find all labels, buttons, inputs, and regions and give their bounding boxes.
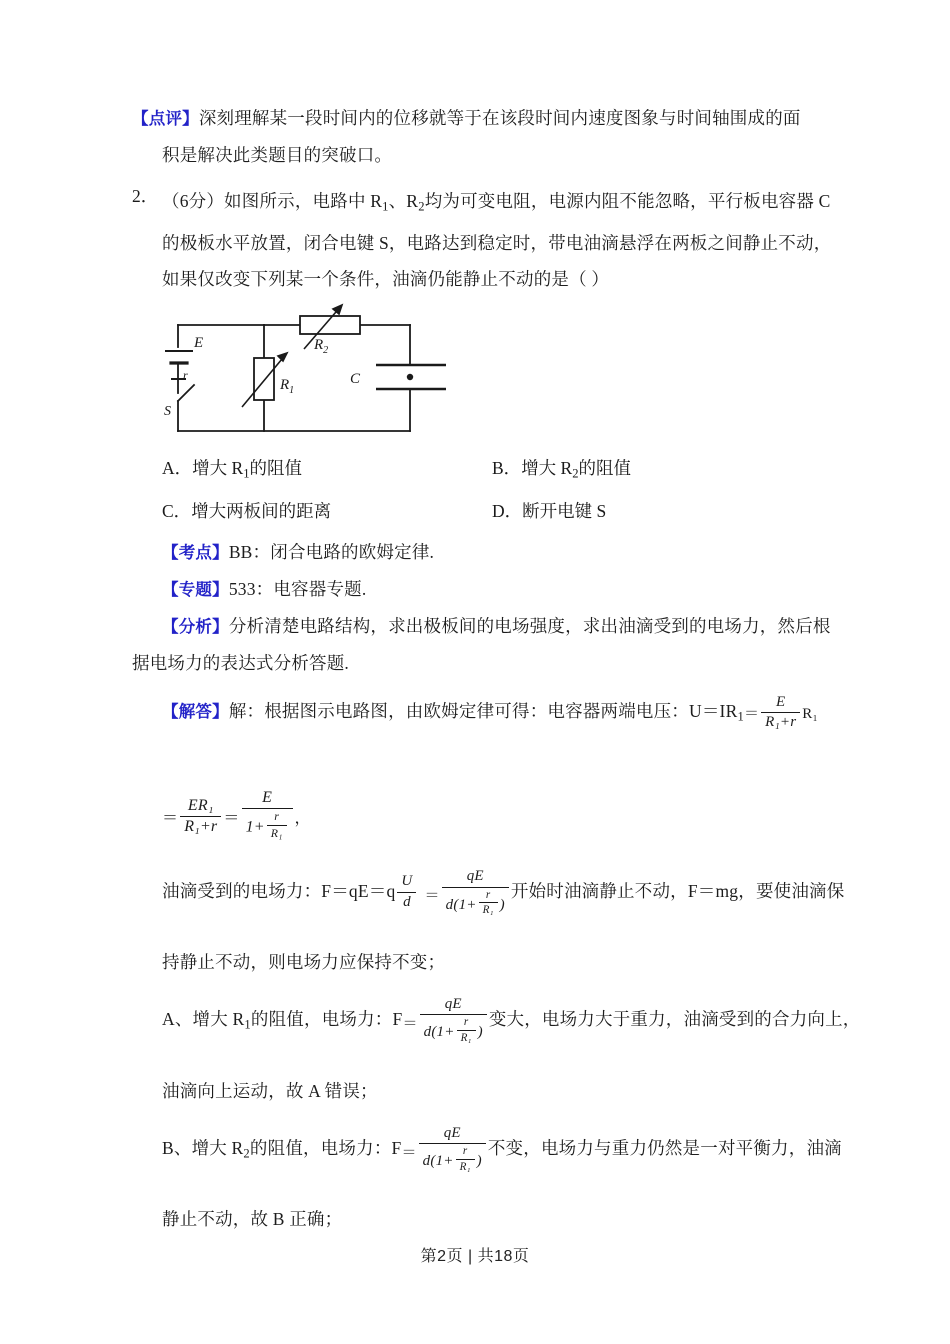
option-A-text-a: 增大 R	[192, 457, 244, 478]
comment-text-1: 深刻理解某一段时间内的位移就等于在该段时间内速度图象与时间轴围成的面	[198, 108, 801, 128]
force-formula	[424, 868, 510, 918]
zhuanti-tag: 【专题】	[162, 581, 229, 600]
force-eq: ＝	[424, 888, 440, 905]
option-row-2	[162, 492, 832, 530]
stem-line-3: 如果仅改变下列某一个条件，油滴仍能静止不动的是（ ）	[162, 268, 610, 289]
formula-2-f2-den	[242, 809, 293, 840]
analysis-A-frac	[420, 996, 487, 1045]
formula-2-f2-num: E	[242, 789, 293, 809]
force-den-lead: d(1+	[445, 896, 477, 913]
analysis-B-frac	[419, 1125, 486, 1174]
fenxi-line-2: 据电场力的表达式分析答题.	[132, 653, 349, 674]
frac-u-over-d	[397, 873, 416, 911]
oil-droplet-dot	[407, 373, 413, 379]
analysis-A-num: qE	[420, 996, 487, 1015]
comment-line-1	[132, 100, 832, 137]
analysis-B-inner-den: R₁	[459, 1160, 471, 1173]
formula-spacer-2	[132, 840, 832, 868]
label-resistor1: $R_1$	[280, 376, 295, 396]
comment-line-2: 积是解决此类题目的突破口。	[162, 145, 393, 165]
question-block	[132, 183, 832, 297]
force-inner-num: r	[479, 889, 498, 904]
page-footer: 第2页 | 共18页	[420, 1248, 530, 1265]
analysis-B-den-lead: d(1+	[422, 1152, 454, 1169]
analysis-B-line	[162, 1124, 842, 1175]
circuit-svg	[164, 303, 464, 443]
analysis-B-pre-a: B、增大 R	[162, 1137, 244, 1158]
label-resistor2: $R_2$	[314, 336, 329, 356]
page-content	[132, 100, 861, 1237]
analysis-A-inner-frac	[457, 1016, 476, 1045]
options-list	[162, 449, 832, 531]
analysis-B-post: 不变，电场力与重力仍然是一对平衡力，油滴	[487, 1137, 842, 1158]
jieda-line-1	[162, 693, 832, 735]
question-stem	[162, 183, 832, 297]
force-inner-den: R₁	[482, 904, 494, 917]
kaodian-line	[162, 534, 832, 571]
formula-spacer-5	[132, 1175, 832, 1201]
analysis-A-post: 变大，电场力大于重力，油滴受到的合力向上，	[488, 1009, 861, 1030]
option-A-sub: 1	[243, 466, 250, 481]
option-D-key: D．	[492, 501, 523, 522]
formula-2-inner-den: R₁	[270, 825, 283, 840]
formula-2-eq2: ＝	[223, 809, 240, 827]
formula-1-num: E	[761, 694, 800, 713]
circuit-diagram	[164, 303, 464, 443]
option-row-1	[162, 449, 832, 493]
kaodian-text: BB：闭合电路的欧姆定律.	[228, 542, 435, 563]
force-line-pre: 油滴受到的电场力：F＝qE＝q	[162, 881, 396, 902]
analysis-A-inner-num: r	[457, 1016, 476, 1031]
zhuanti-text: 533：电容器专题.	[228, 579, 367, 600]
label-capacitor: C	[350, 370, 361, 387]
analysis-A-formula	[402, 996, 488, 1046]
stem-line-2: 的极板水平放置，闭合电键 S，电路达到稳定时，带电油滴悬浮在两板之间静止不动，	[162, 232, 832, 253]
analysis-A-den	[420, 1015, 487, 1045]
question-number: 2．	[132, 186, 159, 206]
force-den-tail: )	[499, 896, 505, 913]
option-C-text-a: 增大两板间的距离	[191, 501, 332, 522]
analysis-B-den	[419, 1144, 486, 1174]
formula-1-den: R₁+r	[765, 714, 797, 731]
jieda-tag: 【解答】	[162, 703, 229, 722]
formula-spacer-4	[132, 1047, 832, 1073]
formula-1-eq: ＝	[743, 706, 760, 723]
formula-2-f2-den-lead: 1+	[245, 818, 265, 836]
formula-1	[744, 694, 818, 732]
stem-1sub2: 2	[418, 199, 425, 214]
analysis-A-sub: 1	[244, 1017, 251, 1032]
analysis-A-pre-a: A、增大 R	[162, 1009, 245, 1030]
option-C[interactable]	[162, 492, 492, 530]
analysis-A-eq: ＝	[402, 1015, 418, 1032]
force-den	[442, 888, 509, 918]
analysis-B-cont: 静止不动，故 B 正确；	[162, 1209, 343, 1230]
option-A[interactable]	[162, 449, 492, 493]
analysis-A-line	[162, 996, 861, 1046]
label-switch: S	[164, 403, 171, 419]
option-B[interactable]	[492, 449, 631, 493]
option-D[interactable]	[492, 492, 606, 530]
formula-2-inner-frac	[267, 810, 287, 840]
analysis-B-den-tail: )	[476, 1152, 482, 1169]
force-inner-frac	[479, 889, 498, 918]
stem-1b: 、R	[388, 191, 419, 211]
formula-2-f1-num: ER₁	[180, 797, 221, 817]
kaodian-tag: 【考点】	[162, 544, 229, 563]
formula-2	[162, 789, 311, 841]
option-B-sub: 2	[572, 466, 579, 481]
formula-2-frac2	[242, 789, 293, 841]
analysis-B-formula	[401, 1125, 487, 1175]
formula-2-f1-den: R₁+r	[184, 818, 218, 836]
formula-1-trail: R₁	[802, 706, 818, 723]
jieda-lead-sub: 1	[737, 709, 744, 724]
analysis-A-inner-den: R₁	[460, 1032, 472, 1045]
zhuanti-line	[162, 571, 832, 608]
keep-static-line: 持静止不动，则电场力应保持不变；	[162, 952, 446, 973]
formula-2-comma: ，	[294, 809, 311, 827]
option-D-text-a: 断开电键 S	[522, 501, 607, 522]
force-line	[162, 868, 845, 918]
frac-d: d	[403, 893, 411, 910]
analysis-B-inner-frac	[456, 1145, 475, 1174]
option-B-text-a: 增大 R	[521, 457, 573, 478]
formula-spacer-1	[132, 735, 832, 789]
jieda-lead: 解：根据图示电路图，由欧姆定律可得：电容器两端电压：U＝IR	[228, 701, 738, 722]
label-emf: E	[194, 334, 204, 351]
option-C-key: C．	[162, 501, 192, 522]
analysis-B-num: qE	[419, 1125, 486, 1144]
analysis-A-cont: 油滴向上运动，故 A 错误；	[162, 1080, 378, 1101]
option-A-text-b: 的阻值	[249, 457, 302, 478]
analysis-A-den-tail: )	[477, 1024, 483, 1041]
comment-tag: 【点评】	[132, 110, 199, 128]
formula-1-frac	[761, 694, 800, 732]
formula-2-frac1	[180, 797, 221, 837]
option-A-key: A．	[162, 457, 193, 478]
analysis-B-eq: ＝	[401, 1144, 417, 1161]
analysis-A-pre-b: 的阻值，电场力：F	[250, 1009, 403, 1030]
stem-1a: （6分）如图所示，电路中 R	[162, 191, 383, 211]
force-main-frac	[442, 868, 509, 917]
stem-1c: 均为可变电阻，电源内阻不能忽略，平行板电容器 C	[424, 191, 831, 211]
analysis-B-pre-b: 的阻值，电场力：F	[249, 1137, 402, 1158]
formula-spacer-3	[132, 918, 832, 944]
fenxi-text-1: 分析清楚电路结构，求出极板间的电场强度，求出油滴受到的电场力，然后根	[228, 616, 831, 637]
label-internal-resistance: r	[183, 367, 188, 382]
stem-line-1	[162, 183, 832, 225]
formula-2-inner-num: r	[267, 810, 287, 826]
frac-u: U	[397, 873, 416, 892]
force-frac-ud	[395, 871, 418, 915]
resistor1-body	[254, 358, 274, 400]
fenxi-line-1	[162, 608, 832, 645]
force-line-post: 开始时油滴静止不动，F＝mg，要使油滴保	[510, 881, 845, 902]
force-num: qE	[442, 868, 509, 887]
stem-1sub1: 1	[382, 199, 389, 214]
analysis-B-sub: 2	[243, 1146, 250, 1161]
fenxi-tag: 【分析】	[162, 618, 229, 637]
formula-2-line	[162, 789, 832, 841]
analysis-B-inner-num: r	[456, 1145, 475, 1160]
option-B-text-b: 的阻值	[578, 457, 632, 478]
analysis-A-den-lead: d(1+	[423, 1024, 455, 1041]
option-B-key: B．	[492, 457, 522, 478]
formula-2-eq1: ＝	[162, 809, 179, 827]
